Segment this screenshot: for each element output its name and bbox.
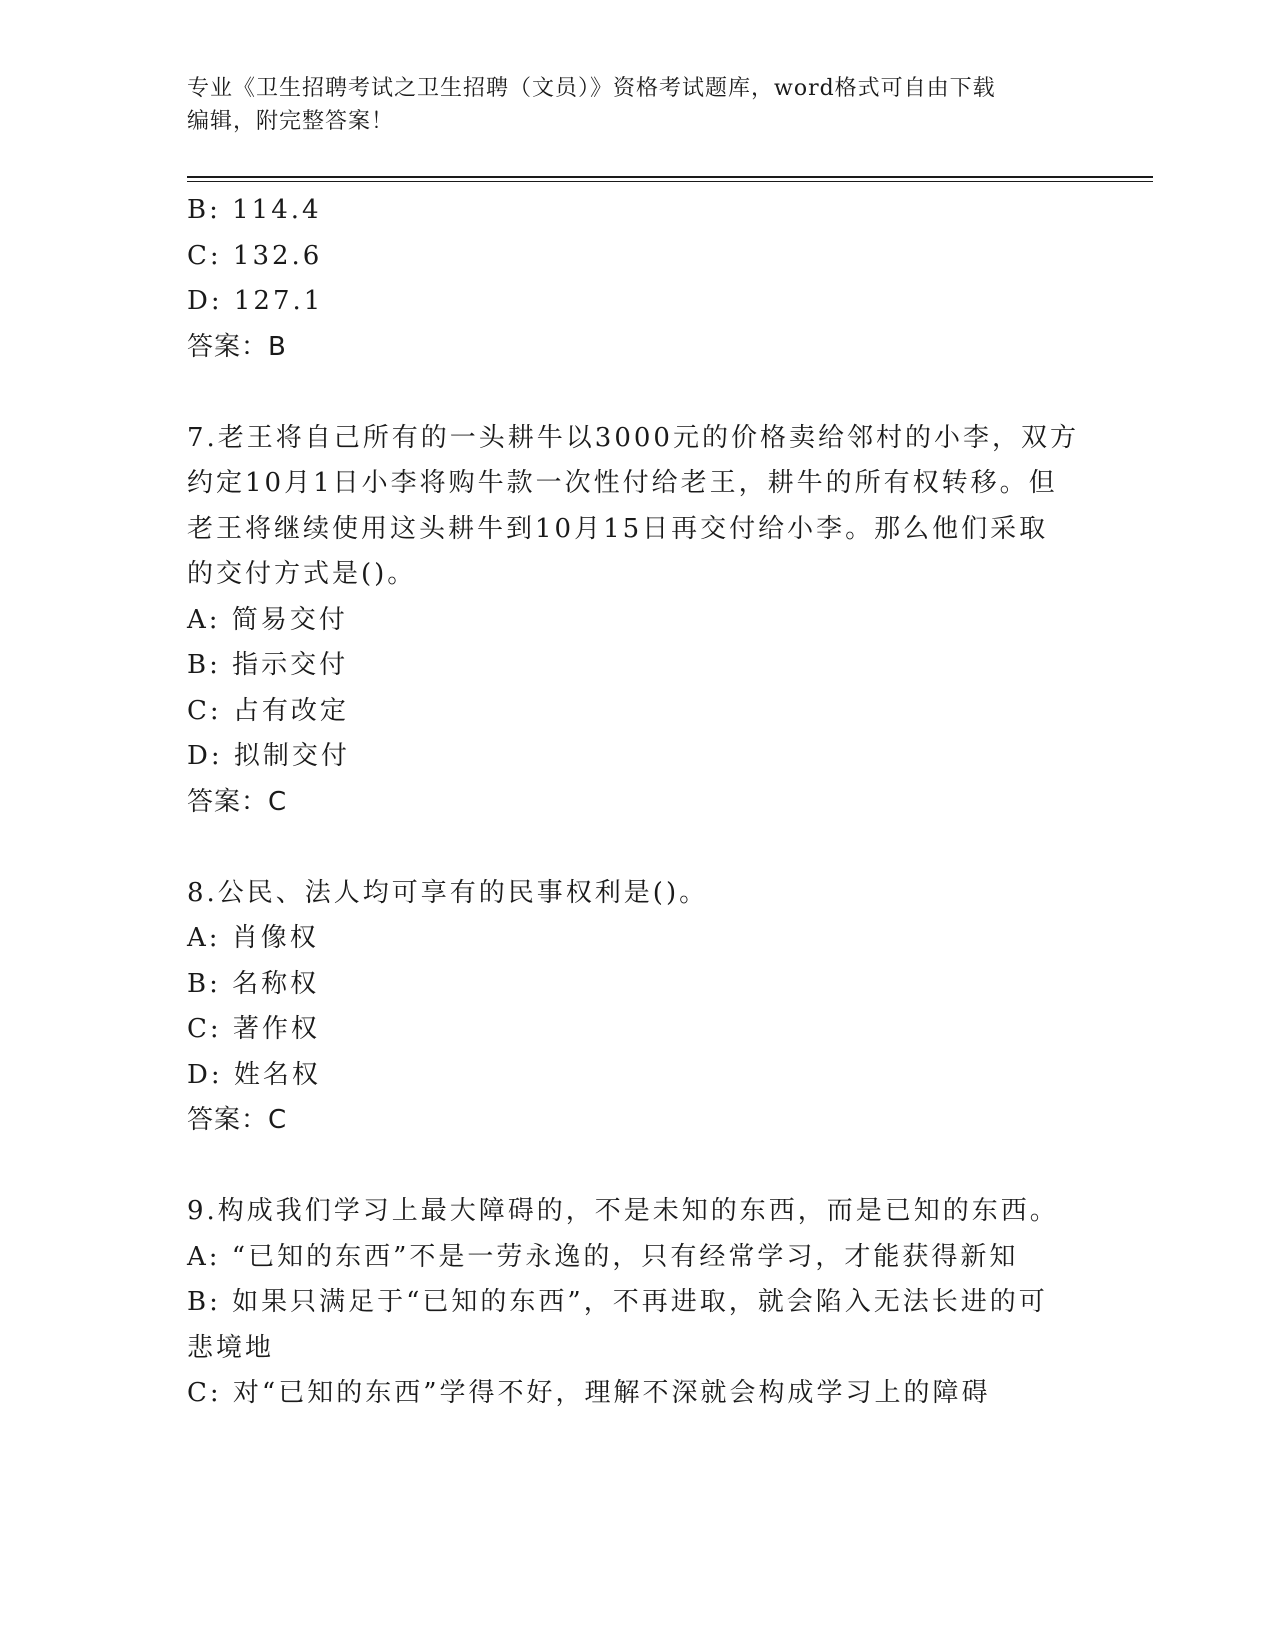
q7-option-d: D: 拟制交付 [187,741,350,771]
spacer [187,370,1087,416]
q7-stem-line-3: 老王将继续使用这头耕牛到10月15日再交付给小李。那么他们采取 [187,513,1049,544]
q9-option-b-line-1: B: 如果只满足于“已知的东西”，不再进取，就会陷入无法长进的可 [187,1287,1048,1317]
question-8-block [187,871,1087,1144]
question-6-block [187,188,1087,370]
q6-option-b: B: 114.4 [187,195,322,225]
spacer [187,825,1087,871]
q7-option-b: B: 指示交付 [187,650,349,680]
header-divider-thin [187,181,1153,182]
header-line-1: 专业《卫生招聘考试之卫生招聘（文员）》资格考试题库，word格式可自由下载 [187,76,996,101]
q6-option-c: C: 132.6 [187,240,323,271]
q8-option-c: C: 著作权 [187,1014,320,1044]
q6-answer: 答案：B [187,331,287,362]
q8-option-b: B: 名称权 [187,968,320,999]
q8-option-d: D: 姓名权 [187,1059,321,1090]
q7-answer: 答案：C [187,786,288,817]
question-7-block [187,416,1087,826]
spacer [187,1144,1087,1190]
q9-option-c: C: 对“已知的东西”学得不好，理解不深就会构成学习上的障碍 [187,1378,991,1408]
q7-option-a: A: 简易交付 [187,604,348,635]
q8-option-a: A: 肖像权 [187,923,319,953]
q8-answer: 答案：C [187,1105,288,1135]
q6-option-d: D: 127.1 [187,286,324,316]
q9-option-a: A: “已知的东西”不是一劳永逸的，只有经常学习，才能获得新知 [187,1241,1019,1272]
q7-stem-line-2: 约定10月1日小李将购牛款一次性付给老王，耕牛的所有权转移。但 [187,468,1058,498]
header-line-2: 编辑，附完整答案！ [187,109,395,134]
q7-stem-line-4: 的交付方式是()。 [187,559,417,589]
question-content [187,188,1087,1417]
question-9-block [187,1189,1087,1417]
q9-option-b-line-2: 悲境地 [187,1332,275,1363]
q7-stem-line-1: 7.老王将自己所有的一头耕牛以3000元的价格卖给邻村的小李，双方 [187,422,1079,453]
q7-option-c: C: 占有改定 [187,695,349,726]
document-header [187,72,1087,138]
q8-stem: 8.公民、法人均可享有的民事权利是()。 [187,877,709,908]
q9-stem: 9.构成我们学习上最大障碍的，不是未知的东西，而是已知的东西。 [187,1196,1059,1226]
header-divider-thick [187,176,1153,178]
